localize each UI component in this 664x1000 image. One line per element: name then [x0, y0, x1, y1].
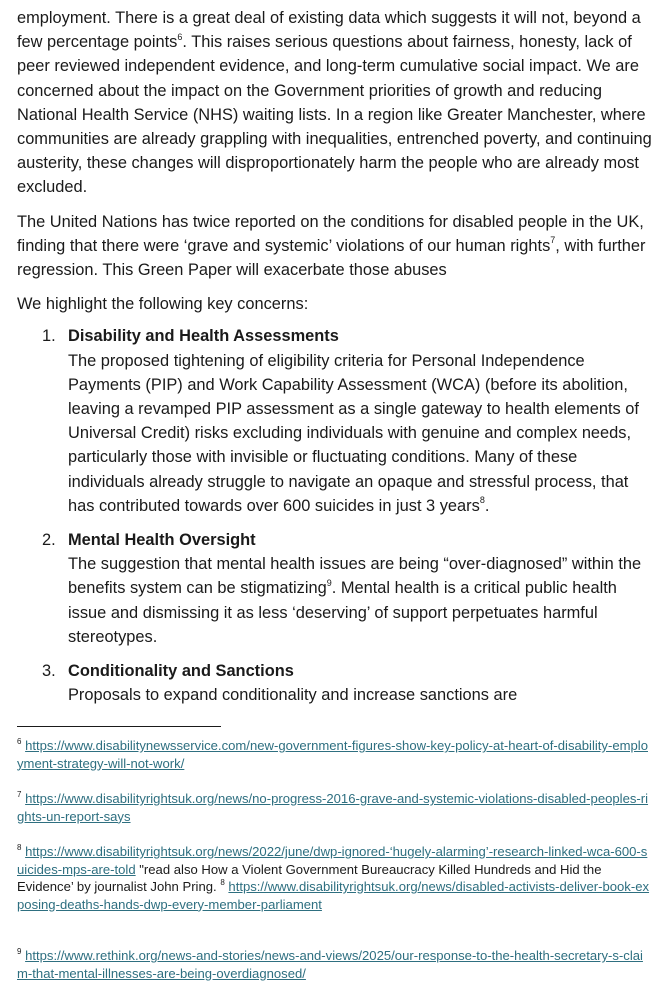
footnote-8-link[interactable]: https://www.disabilityrightsuk.org/news/2022/june/dwp-ignored-‘hugely-alarming’-research-linked-wca-600-suicides-mps-are-told: [17, 844, 648, 877]
concern-number: 2.: [42, 531, 56, 550]
footnote-ref-6[interactable]: 6: [177, 31, 183, 42]
footnote-7-link[interactable]: https://www.disabilityrightsuk.org/news/no-progress-2016-grave-and-systemic-violations-disabled-peoples-rights-un-report-says: [17, 791, 649, 824]
concern-item-mental-health: [17, 528, 653, 649]
footnote-ref-9[interactable]: 9: [326, 578, 332, 588]
footnote-6-link[interactable]: https://www.disabilitynewsservice.com/new-government-figures-show-key-policy-at-heart-of-disability-employment-strategy-will-not-work/: [17, 738, 648, 771]
paragraph-united-nations: [17, 210, 653, 283]
concern-item-conditionality: [17, 659, 653, 707]
footnote-marker: 7: [17, 789, 22, 799]
footnote-6: [17, 737, 653, 772]
paragraph-impact: [17, 6, 653, 200]
concern-title: Mental Health Oversight: [68, 531, 256, 550]
footnote-marker: 9: [17, 946, 22, 956]
concern-title: Conditionality and Sanctions: [68, 662, 294, 681]
footnote-8: [17, 843, 653, 913]
concern-title: Disability and Health Assessments: [68, 327, 339, 346]
footnote-separator: [17, 726, 221, 727]
footnote-marker: 8: [220, 877, 225, 887]
concern-number: 1.: [42, 327, 56, 346]
concern-body: The proposed tightening of eligibility criteria for Personal Independence Payments (PIP) and Work Capability Assessment (WCA) (before its abolition, leaving a revamped PIP assessment as a single gateway to health elements of Universal Credit) risks excluding individuals with genuine and complex needs, particularly those with invisible or fluctuating conditions. Many of these individuals already struggle to navigate an opaque and stressful process, that has contributed towards over 600 suicides in just 3 years: [68, 351, 639, 515]
paragraph-impact-text: employment. There is a great deal of existing data which suggests it will not, beyond a few percentage points: [17, 9, 641, 52]
concern-body: The suggestion that mental health issues are being “over-diagnosed” within the benefits system can be stigmatizing: [68, 555, 642, 598]
footnotes: [17, 737, 653, 1000]
concern-item-disability-assessments: [17, 324, 653, 518]
concern-body: Proposals to expand conditionality and increase sanctions are: [68, 686, 518, 705]
footnote-9-link[interactable]: https://www.rethink.org/news-and-stories/news-and-views/2025/our-response-to-the-health-secretary-s-claim-that-mental-illnesses-are-being-overdiagnosed/: [17, 948, 643, 981]
paragraph-united-nations-text: The United Nations has twice reported on the conditions for disabled people in the UK, finding that there were ‘grave and systemic’ violations of our human rights: [17, 212, 644, 255]
paragraph-impact-text-continued: . This raises serious questions about fairness, honesty, lack of peer reviewed independent evidence, and long-term cumulative social impact. We are concerned about the impact on the Government priorities of growth and reducing National Health Service (NHS) waiting lists. In a region like Greater Manchester, where communities are already grappling with inequalities, entrenched poverty, and continuing austerity, these changes will disproportionately harm the people who are already most excluded.: [17, 33, 652, 197]
paragraph-key-concerns-intro: We highlight the following key concerns:: [17, 295, 309, 314]
footnote-marker: 6: [17, 736, 22, 746]
concern-body-end: . Mental health is a critical public health issue and dismissing it as less ‘deserving’ of support perpetuates harmful stereotypes.: [68, 579, 617, 646]
concern-body-end: .: [484, 496, 490, 515]
footnote-8-note: "read also How a Violent Government Bureaucracy Killed Hundreds and Hid the Evidence’ by journalist John Pring.: [17, 861, 602, 894]
footnote-ref-8[interactable]: 8: [479, 495, 485, 506]
footnote-8-second-link[interactable]: https://www.disabilityrightsuk.org/news/disabled-activists-deliver-book-exposing-deaths-hands-dwp-every-member-parliament: [17, 879, 650, 912]
footnote-9: [17, 947, 653, 982]
footnote-ref-7[interactable]: 7: [550, 235, 556, 246]
document-body: [17, 6, 653, 717]
paragraph-united-nations-text-continued: , with further regression. This Green Paper will exacerbate those abuses: [17, 236, 646, 280]
concern-number: 3.: [42, 662, 56, 681]
concerns-list: [17, 324, 653, 707]
footnote-7: [17, 790, 653, 825]
footnote-marker: 8: [17, 842, 22, 852]
